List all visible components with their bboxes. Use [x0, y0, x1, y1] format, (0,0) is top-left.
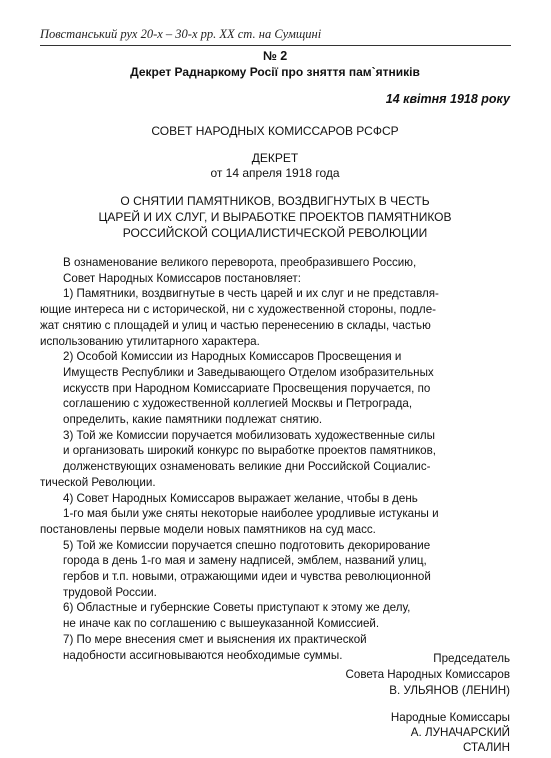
body-line: тической Революции. [40, 475, 156, 489]
decree-title-line: ЦАРЕЙ И ИХ СЛУГ, И ВЫРАБОТКЕ ПРОЕКТОВ ПАМЯТНИКОВ [98, 210, 452, 224]
document-number: № 2 [262, 49, 288, 63]
body-line: долженствующих ознаменовать великие дни Российской Социалис- [63, 460, 431, 474]
body-line: ющие интереса ни с исторической, ни с художественной стороны, подле- [40, 303, 436, 317]
signature-chair-name: В. УЛЬЯНОВ (ЛЕНИН) [389, 684, 510, 697]
issuer: СОВЕТ НАРОДНЫХ КОМИССАРОВ РСФСР [151, 124, 399, 138]
body-line: надобности ассигновываются необходимые суммы. [63, 648, 343, 662]
body-line: и организовать широкий конкурс по выработке проектов памятников, [63, 444, 437, 458]
body-line: 3) Той же Комиссии поручается мобилизовать художественные силы [63, 428, 436, 442]
decree-date: от 14 апреля 1918 года [210, 166, 340, 180]
body-line: 2) Особой Комиссии из Народных Комиссаров Просвещения и [63, 350, 402, 364]
body-line: трудовой России. [63, 585, 157, 599]
body-line: 5) Той же Комиссии поручается спешно подготовить декорирование [63, 538, 431, 552]
body-line: соглашению с художественной коллегией Москвы и Петрограда, [63, 397, 413, 411]
body-line: 4) Совет Народных Комиссаров выражает желание, чтобы в день [63, 491, 418, 505]
body-line: не иначе как по соглашению с вышеуказанной Комиссией. [63, 617, 380, 631]
decree-title-line: О СНЯТИИ ПАМЯТНИКОВ, ВОЗДВИГНУТЫХ В ЧЕСТЬ [120, 194, 430, 208]
header-rule [40, 45, 511, 46]
body-line: постановлены первые модели новых памятников на суд масс. [40, 522, 376, 536]
body-line: В ознаменование великого переворота, преобразившего Россию, [63, 256, 417, 269]
document-date: 14 квітня 1918 року [385, 92, 510, 106]
body-line: 1) Памятники, воздвигнутые в честь царей и их слуг и не представля- [63, 287, 439, 301]
signature-chair-title: Совета Народных Комиссаров [345, 668, 510, 681]
body-line: искусств при Народном Комиссариате Просвещения поручается, по [63, 381, 431, 395]
signature-commissars-title: Народные Комиссары [390, 711, 510, 724]
running-head: Повстанський рух 20-х – 30-х рр. XX ст. на Сумщині [40, 27, 322, 41]
signature-commissar-name: А. ЛУНАЧАРСКИЙ [410, 726, 510, 739]
decree-title-line: РОССИЙСКОЙ СОЦИАЛИСТИЧЕСКОЙ РЕВОЛЮЦИИ [122, 226, 428, 240]
body-line: определить, какие памятники подлежат снятию. [63, 413, 323, 427]
signature-chair-title: Председатель [433, 652, 510, 665]
document-heading: Декрет Раднаркому Росії про зняття пам`ятників [130, 65, 420, 79]
signature-commissar-name: СТАЛИН [463, 741, 510, 754]
body-line: 6) Областные и губернские Советы приступают к этому же делу, [63, 601, 411, 615]
body-line: Совет Народных Комиссаров постановляет: [63, 271, 301, 285]
decree-word: ДЕКРЕТ [251, 151, 299, 165]
body-line: жат снятию с площадей и улиц и частью перенесению в склады, частью [40, 318, 431, 332]
body-line: Имуществ Республики и Заведывающего Отделом изобразительных [63, 365, 434, 379]
decree-body [40, 255, 511, 663]
body-line: использованию утилитарного характера. [40, 334, 260, 348]
body-line: гербов и т.п. новыми, отражающими идеи и чувства революционной [63, 570, 431, 584]
body-line: 7) По мере внесения смет и выяснения их практической [63, 632, 367, 646]
body-line: города в день 1-го мая и замену надписей, эмблем, названий улиц, [63, 554, 427, 568]
body-line: 1-го мая были уже сняты некоторые наиболее уродливые истуканы и [63, 507, 439, 521]
